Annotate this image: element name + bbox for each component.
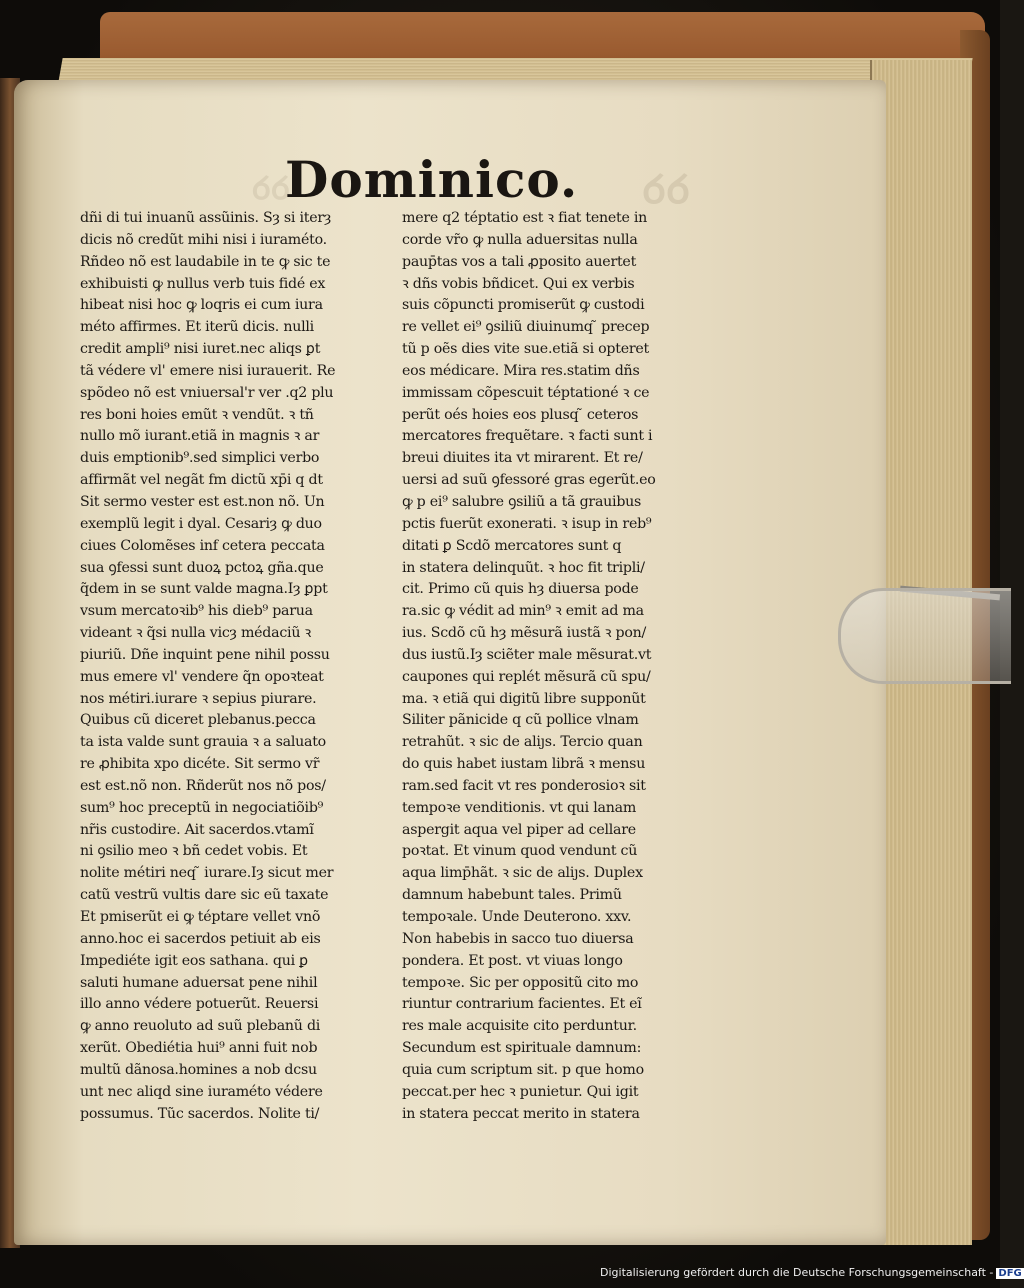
text-line: retrahũt. ꝛ sic de aliȷs. Tercio quan	[402, 734, 643, 751]
text-line: riuntur contrarium facientes. Et eĩ	[402, 996, 642, 1013]
text-line: nr̃is custodire. Ait sacerdos.vtamĩ	[80, 821, 314, 838]
text-line: immissam cõpescuit téptationé ꝛ ce	[402, 384, 650, 401]
text-line: nolite métiri neq ̃ iurare.Iȝ sicut mer	[80, 865, 334, 882]
text-line: res male acquisite cito perduntur.	[402, 1018, 637, 1035]
book-clamp	[838, 588, 1011, 684]
text-line: ꝙ p ei⁹ salubre ꝯsiliũ a tã grauibus	[402, 493, 642, 510]
text-line: breui diuites ita vt mirarent. Et re/	[402, 450, 643, 467]
text-line: Non habebis in sacco tuo diuersa	[402, 930, 634, 947]
text-line: affirmãt vel negãt fm dictũ xp̄i q dt	[80, 472, 323, 489]
text-line: tempoꝛe venditionis. vt qui lanam	[402, 799, 637, 816]
text-line: suis cõpuncti promiserũt ꝙ custodi	[402, 297, 645, 314]
text-line: in statera delinquũt. ꝛ hoc fit tripli/	[402, 559, 645, 576]
text-line: illo anno védere potuerũt. Reuersi	[80, 996, 319, 1013]
text-line: videant ꝛ q̃si nulla vicȝ médaciũ ꝛ	[80, 625, 311, 642]
text-line: xerũt. Obediétia hui⁹ anni fuit nob	[80, 1040, 318, 1057]
text-line: in statera peccat merito in statera	[402, 1105, 640, 1122]
text-line: nos métiri.iurare ꝛ sepius piurare.	[80, 690, 317, 707]
text-line: res boni hoies emũt ꝛ vendũt. ꝛ tñ	[80, 406, 314, 423]
text-line: sua ꝯfessi sunt duoꝝ pctoꝝ gña.que	[80, 559, 324, 576]
text-line: mus emere vl' vendere q̃n opoꝛteat	[80, 668, 324, 685]
text-line: piuriũ. Dñe inquint pene nihil possu	[80, 646, 330, 663]
text-line: poꝛtat. Et vinum quod vendunt cũ	[402, 843, 638, 860]
text-line: aqua limp̄hãt. ꝛ sic de aliȷs. Duplex	[402, 865, 643, 882]
bleed-through-text: ꝺꝺ	[642, 166, 690, 213]
text-line: uersi ad suũ ꝯfessoré gras egerũt.eo	[402, 472, 656, 489]
text-line: ni ꝯsilio meo ꝛ bñ cedet vobis. Et	[80, 843, 308, 860]
dfg-logo: DFG	[998, 1268, 1022, 1279]
text-line: perũt oés hoies eos plusq ̃ ceteros	[402, 406, 639, 423]
text-line: Et pmiserũt ei ꝙ téptare vellet vnõ	[80, 909, 321, 925]
text-line: catũ vestrũ vultis dare sic eũ taxate	[80, 887, 329, 904]
text-line: ma. ꝛ etiã qui digitũ libre supponũt	[402, 690, 646, 707]
text-line: dñi di tui inuanũ assũinis. Sȝ si iterȝ	[80, 210, 332, 226]
page-heading: Dominico.	[285, 150, 579, 209]
text-line: multũ dãnosa.homines a nob dcsu	[80, 1061, 317, 1078]
text-line: aspergit aqua vel piper ad cellare	[402, 821, 636, 838]
text-line: mere q2 téptatio est ꝛ fiat tenete in	[402, 210, 648, 226]
text-line: quia cum scriptum sit. p que homo	[402, 1061, 644, 1078]
text-line: Impediéte igit eos sathana. qui ꝑ	[80, 952, 308, 969]
text-line: pondera. Et post. vt viuas longo	[402, 952, 623, 969]
text-line: do quis habet iustam librã ꝛ mensu	[402, 756, 646, 773]
text-line: re ꝓhibita xpo dicéte. Sit sermo vr̃	[80, 756, 320, 773]
text-line: ta ista valde sunt grauia ꝛ a saluato	[80, 734, 326, 751]
text-line: méto affirmes. Et iterũ dicis. nulli	[80, 319, 314, 336]
text-line: caupones qui replét mẽsurã cũ spu/	[402, 668, 651, 685]
text-line: saluti humane aduersat pene nihil	[80, 974, 318, 991]
text-line: pctis fuerũt exonerati. ꝛ isup in reb⁹	[402, 515, 652, 532]
text-line: sum⁹ hoc preceptũ in negociatiõib⁹	[80, 799, 324, 816]
text-line: tempoꝛe. Sic per oppositũ cito mo	[402, 974, 639, 991]
text-line: q̃dem in se sunt valde magna.Iȝ ꝑpt	[80, 581, 328, 598]
text-line: ꝛ dñs vobis bñdicet. Qui ex verbis	[402, 275, 635, 292]
text-line: Quibus cũ diceret plebanus.pecca	[80, 712, 316, 729]
digitization-credit	[600, 1266, 1022, 1284]
bleed-through-text: ꝺꝺ	[251, 169, 290, 207]
text-line: dus iustũ.Iȝ sciẽter male mẽsurat.vt	[402, 646, 652, 663]
text-line: tũ p oẽs dies vite sue.etiã si opteret	[402, 341, 649, 358]
text-column-left	[80, 208, 395, 1125]
text-line: nullo mõ iurant.etiã in magnis ꝛ ar	[80, 428, 320, 445]
text-line: hibeat nisi hoc ꝙ loqris ei cum iura	[80, 297, 323, 314]
text-line: possumus. Tũc sacerdos. Nolite ti/	[80, 1105, 320, 1122]
text-line: damnum habebunt tales. Primũ	[402, 887, 622, 904]
text-line: vsum mercatoꝛib⁹ his dieb⁹ parua	[80, 603, 313, 620]
text-line: tã védere vl' emere nisi iurauerit. Re	[80, 362, 336, 379]
text-line: tempoꝛale. Unde Deuterono. xxv.	[402, 909, 632, 925]
text-line: peccat.per hec ꝛ punietur. Qui igit	[402, 1083, 639, 1100]
text-line: Secundum est spirituale damnum:	[402, 1040, 642, 1057]
text-line: exhibuisti ꝙ nullus verb tuis fidé ex	[80, 275, 326, 292]
text-line: ꝙ anno reuoluto ad suũ plebanũ di	[80, 1018, 321, 1035]
text-line: unt nec aliqd sine iuraméto védere	[80, 1083, 323, 1100]
text-line: Siliter pãnicide q cũ pollice vlnam	[402, 712, 639, 729]
text-line: dicis nõ credũt mihi nisi i iuraméto.	[80, 231, 327, 248]
text-line: cit. Primo cũ quis hȝ diuersa pode	[402, 581, 639, 598]
text-line: credit ampli⁹ nisi iuret.nec aliqs ꝑt	[80, 341, 321, 358]
text-line: ius. Scdõ cũ hȝ mẽsurã iustã ꝛ pon/	[402, 625, 647, 642]
text-line: ram.sed facit vt res ponderosioꝛ sit	[402, 777, 646, 794]
credit-text: Digitalisierung gefördert durch die Deutsche Forschungsgemeinschaft -	[600, 1266, 994, 1279]
text-line: est est.nõ non. Rñderũt nos nõ pos/	[80, 777, 326, 794]
text-line: Rñdeo nõ est laudabile in te ꝙ sic te	[80, 253, 331, 270]
text-column-right	[402, 208, 712, 1125]
text-line: corde vr̃o ꝙ nulla aduersitas nulla	[402, 231, 638, 248]
text-line: re vellet ei⁹ ꝯsiliũ diuinumq ̃ precep	[402, 319, 650, 336]
text-line: spõdeo nõ est vniuersal'r ver .q2 plu	[80, 384, 334, 401]
text-line: exemplũ legit i dyal. Cesariȝ ꝙ duo	[80, 515, 322, 532]
text-line: ra.sic ꝙ védit ad min⁹ ꝛ emit ad ma	[402, 603, 644, 620]
text-line: paup̄tas vos a tali ꝓposito auertet	[402, 253, 637, 270]
text-line: Sit sermo vester est est.non nõ. Un	[80, 493, 325, 510]
text-line: ditati ꝑ Scdõ mercatores sunt q	[402, 537, 622, 554]
text-line: duis emptionib⁹.sed simplici verbo	[80, 450, 320, 467]
text-line: anno.hoc ei sacerdos petiuit ab eis	[80, 930, 321, 947]
text-line: eos médicare. Mira res.statim dñs	[402, 362, 640, 379]
text-line: ciues Colomẽses inf cetera peccata	[80, 537, 325, 554]
text-line: mercatores frequẽtare. ꝛ facti sunt i	[402, 428, 653, 445]
